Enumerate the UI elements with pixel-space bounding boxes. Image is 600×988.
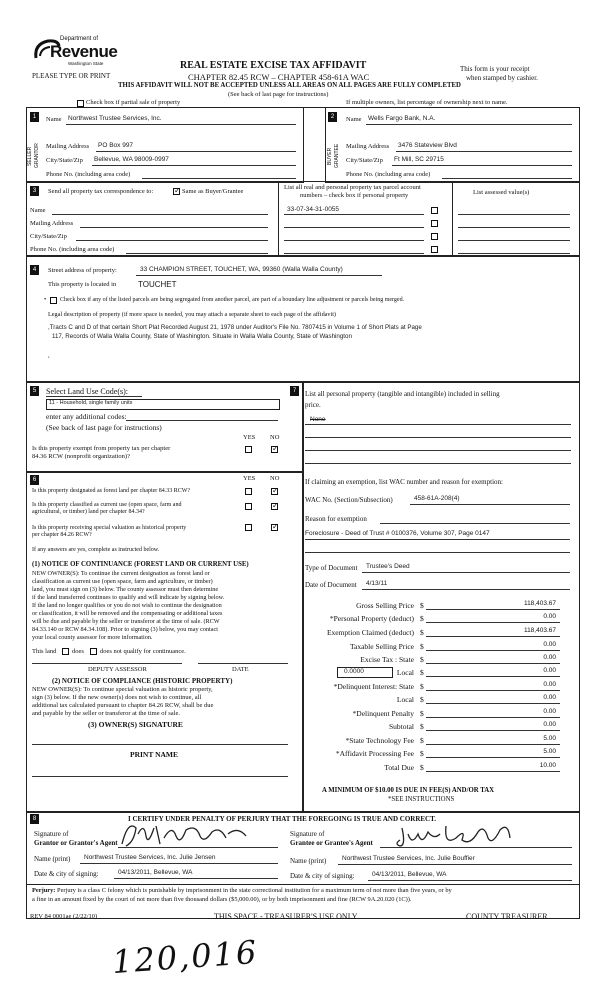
certify-statement: I CERTIFY UNDER PENALTY OF PERJURY THAT THE FOREGOING IS TRUE AND CORRECT. (128, 815, 437, 823)
grantee-name-print[interactable]: Northwest Trustee Services, Inc. Julie Bouffier (342, 855, 475, 862)
does-label: does (72, 648, 84, 655)
tax-row-label: *State Technology Fee (345, 736, 414, 745)
grantee-date-city-label: Date & city of signing: (290, 872, 355, 880)
notice-compliance-text: additional tax calculated pursuant to chapter 84.26 RCW, shall be due (32, 702, 214, 709)
receipt-line1: This form is your receipt (460, 65, 530, 73)
tax-row-label: Taxable Selling Price (349, 642, 414, 651)
parcel-4-checkbox[interactable] (431, 246, 438, 253)
legal-description-label: Legal description of property (if more space is needed, you may attach a separate sheet to each page of the affidavit) (48, 311, 336, 318)
dollar-sign: $ (420, 695, 424, 704)
buyer-city-label: City/State/Zip (346, 157, 383, 164)
grantee-sig-label-1: Signature of (290, 830, 325, 838)
yes-header-5: YES (243, 434, 256, 441)
buyer-name-label: Name (346, 116, 362, 123)
parcel-header-line2: numbers – check box if personal property (300, 192, 409, 199)
land-use-label: Select Land Use Code(s): (46, 387, 128, 396)
grantor-side-label: GRANTOR (34, 143, 40, 169)
dollar-sign: $ (420, 642, 424, 651)
perjury-line-1: Perjury: Perjury is a class C felony which is punishable by imprisonment in the state correctional institution for a maximum term of not more than five years, or by (32, 887, 452, 894)
dollar-sign: $ (420, 749, 424, 758)
personal-property-label-2: price. (305, 401, 321, 409)
this-land-label: This land (32, 648, 57, 655)
seller-side-label: SELLER (27, 146, 33, 166)
exempt-no-checkbox[interactable] (271, 446, 278, 453)
any-yes-note: If any answers are yes, complete as instructed below. (32, 547, 160, 553)
print-name-line[interactable] (32, 776, 288, 777)
dollar-sign: $ (420, 709, 424, 718)
tax-row-label: Exemption Claimed (deduct) (326, 628, 414, 637)
notice-compliance-title: (2) NOTICE OF COMPLIANCE (HISTORIC PROPERTY) (52, 677, 233, 685)
historical-question-1: Is this property receiving special valuation as historical property (32, 525, 187, 531)
parcel-2-checkbox[interactable] (431, 220, 438, 227)
partial-sale-checkbox[interactable] (77, 100, 84, 107)
notice-continuance-text: your local county assessor for more information. (32, 634, 153, 641)
grantor-sig-label-2: Grantor or Grantor's Agent (34, 839, 118, 847)
buyer-phone-label: Phone No. (including area code) (346, 171, 431, 178)
see-back-instructions: (See back of last page for instructions) (228, 91, 329, 98)
historical-yes-checkbox[interactable] (245, 524, 252, 531)
no-header-6: NO (270, 475, 280, 482)
tax-row-amount[interactable]: 118,403.67 (523, 627, 556, 634)
section-5-number: 5 (30, 386, 39, 396)
notice-continuance-text: NEW OWNER(S): To continue the current designation as forest land or (32, 570, 210, 577)
seller-city[interactable]: Bellevue, WA 98009-0997 (94, 156, 169, 163)
tax-row-label: Subtotal (388, 722, 414, 731)
corr-name-label: Name (30, 207, 46, 214)
additional-codes-label: enter any additional codes: (46, 412, 127, 421)
tax-row-amount[interactable]: 0.00 (543, 681, 556, 688)
grantee-signature-icon (392, 816, 522, 850)
parcel-number-1[interactable]: 33-07-34-31-0055 (287, 206, 340, 213)
handwritten-number: 120,016 (110, 932, 260, 982)
dollar-sign: $ (420, 668, 424, 677)
receipt-line2: when stamped by cashier. (466, 74, 538, 82)
parcel-3-checkbox[interactable] (431, 233, 438, 240)
dor-logo (32, 36, 118, 72)
notice-continuance-text: or classification, it will be removed and the compensating or additional taxes (32, 610, 223, 617)
personal-property-none[interactable]: None (310, 416, 326, 423)
dept-line1: Department of (60, 36, 99, 42)
land-use-code: 11 - Household, single family units (49, 400, 133, 406)
dollar-sign: $ (420, 722, 424, 731)
personal-property-label-1: List all personal property (tangible and intangible) included in selling (305, 390, 500, 398)
seller-city-label: City/State/Zip (46, 157, 83, 164)
rev-number: REV 84 0001ae (2/22/10) (30, 913, 98, 920)
historical-question-2: per chapter 84.26 RCW? (32, 532, 92, 538)
no-header-5: NO (270, 434, 280, 441)
tax-row-amount[interactable]: 5.00 (543, 748, 556, 755)
exempt-yes-checkbox[interactable] (245, 446, 252, 453)
tax-row-amount[interactable]: 0.00 (543, 708, 556, 715)
does-not-label: does not qualify for continuance. (100, 648, 186, 655)
owner-signature-line[interactable] (32, 744, 288, 745)
located-label: This property is located in (48, 281, 117, 288)
grantor-name-print-label: Name (print) (34, 855, 71, 863)
reason-label: Reason for exemption (305, 515, 367, 523)
deputy-assessor-label: DEPUTY ASSESSOR (88, 666, 147, 673)
section-4-number: 4 (30, 265, 39, 275)
section-7-number: 7 (290, 386, 299, 396)
seller-name-label: Name (46, 116, 62, 123)
grantor-date-city[interactable]: 04/13/2011, Bellevue, WA (118, 869, 193, 876)
seller-mail-label: Mailing Address (46, 143, 90, 150)
buyer-mail-label: Mailing Address (346, 143, 390, 150)
partial-sale-label: Check box if partial sale of property (86, 99, 181, 106)
see-back-5: (See back of last page for instructions) (46, 423, 162, 432)
notice-compliance-text: NEW OWNER(S): To continue special valuation as historic property, (32, 686, 213, 693)
tax-row-label: *Affidavit Processing Fee (335, 749, 414, 758)
notice-continuance-text: will be due and payable by the seller or transferor at the time of sale. (RCW (32, 618, 220, 625)
exempt-question-2: 84.36 RCW (nonprofit organization)? (32, 453, 130, 460)
tax-row-label: Excise Tax : State (360, 655, 414, 664)
legal-description-line1[interactable]: ,Tracts C and D of that certain Short Plat Recorded August 21, 1978 under Auditor's File No. 7807415 in Volume 1 of Short Plats at Page (48, 324, 422, 331)
tax-row-amount[interactable]: 10.00 (539, 762, 556, 769)
dollar-sign: $ (420, 628, 424, 637)
dollar-sign: $ (420, 736, 424, 745)
current-use-question-2: agricultural, or timber) land per chapter 84.34? (32, 509, 145, 515)
corr-phone-label: Phone No. (including area code) (30, 246, 115, 253)
tax-row-amount[interactable]: 0.00 (543, 641, 556, 648)
forest-no-checkbox[interactable] (271, 488, 278, 495)
section-2-number: 2 (328, 112, 337, 122)
same-as-buyer-checkbox[interactable] (173, 188, 180, 195)
notice-compliance-text: sign (3) below. If the new owner(s) does not wish to continue, all (32, 694, 202, 701)
notice-continuance-text: if the land transferred continues to qualify and will indicate by signing below. (32, 594, 225, 601)
dollar-sign: $ (420, 614, 424, 623)
local-rate: 0.0000 (344, 668, 364, 675)
section-1-number: 1 (30, 112, 39, 122)
street-address[interactable]: 33 CHAMPION STREET, TOUCHET, WA, 99360 (Walla Walla County) (140, 266, 343, 273)
form-title: REAL ESTATE EXCISE TAX AFFIDAVIT (180, 60, 367, 71)
document-date-label: Date of Document (305, 581, 357, 589)
does-checkbox[interactable] (62, 648, 69, 655)
segregated-label: Check box if any of the listed parcels are being segregated from another parcel, are part of a boundary line adjustment or parcels being merged. (60, 297, 405, 303)
exempt-question-1: Is this property exempt from property tax per chapter (32, 445, 171, 452)
grantor-date-city-label: Date & city of signing: (34, 870, 99, 878)
grantee-side-label: GRANTEE (334, 143, 340, 169)
legal-description-line2[interactable]: 117, Records of Walla Walla County, State of Washington. Situate in Walla Walla County, State of Washington (52, 333, 352, 340)
buyer-side-label: BUYER (327, 147, 333, 165)
grantor-name-print[interactable]: Northwest Trustee Services, Inc. Julie Jensen (84, 854, 216, 861)
grantee-date-city[interactable]: 04/13/2011, Bellevue, WA (372, 871, 447, 878)
seller-mail[interactable]: PO Box 997 (98, 142, 134, 149)
tax-row-amount[interactable]: 0.00 (543, 654, 556, 661)
wac-number[interactable]: 458-61A-208(4) (414, 495, 460, 502)
form-chapter: CHAPTER 82.45 RCW – CHAPTER 458-61A WAC (188, 72, 370, 82)
historical-no-checkbox[interactable] (271, 524, 278, 531)
tax-row-amount[interactable]: 5.00 (543, 735, 556, 742)
grantor-signature-icon (116, 816, 266, 852)
section-6-number: 6 (30, 475, 39, 485)
seller-name[interactable]: Northwest Trustee Services, Inc. (68, 115, 162, 122)
tax-row-amount[interactable]: 0.00 (543, 694, 556, 701)
section-8-number: 8 (30, 814, 39, 824)
treasurer-space-label: THIS SPACE - TREASURER'S USE ONLY (214, 912, 358, 921)
form-notice: THIS AFFIDAVIT WILL NOT BE ACCEPTED UNLESS ALL AREAS ON ALL PAGES ARE FULLY COMPLETED (118, 82, 461, 89)
exemption-reason[interactable]: Foreclosure - Deed of Trust # 0100376, Volume 307, Page 0147 (305, 530, 490, 537)
current-use-no-checkbox[interactable] (271, 503, 278, 510)
current-use-yes-checkbox[interactable] (245, 503, 252, 510)
dollar-sign: $ (420, 763, 424, 772)
does-not-checkbox[interactable] (90, 648, 97, 655)
local-rate-field[interactable] (337, 667, 393, 678)
print-name-label: PRINT NAME (130, 750, 178, 759)
segregated-checkbox[interactable] (50, 297, 57, 304)
tax-row-amount[interactable]: 0.00 (543, 721, 556, 728)
section-6-box (26, 471, 304, 813)
parcel-header-line1: List all real and personal property tax parcel account (284, 184, 421, 191)
document-type[interactable]: Trustee's Deed (366, 563, 410, 570)
corr-city-label: City/State/Zip (30, 233, 67, 240)
tax-row-amount[interactable]: 0.00 (543, 613, 556, 620)
dollar-sign: $ (420, 682, 424, 691)
dollar-sign: $ (420, 601, 424, 610)
buyer-city[interactable]: Ft Mill, SC 29715 (394, 156, 444, 163)
see-instructions: *SEE INSTRUCTIONS (388, 796, 455, 803)
date-label: DATE (232, 666, 249, 673)
forest-land-question: Is this property designated as forest land per chapter 84.33 RCW? (32, 488, 191, 494)
dept-line2: Revenue (50, 42, 118, 61)
assessed-header: List assessed value(s) (473, 189, 530, 196)
dollar-sign: $ (420, 655, 424, 664)
tax-row-label: *Delinquent Penalty (352, 709, 414, 718)
same-as-buyer-label: Same as Buyer/Grantee (182, 188, 244, 195)
tax-row-label: *Personal Property (deduct) (329, 614, 414, 623)
tax-row-label: Gross Selling Price (356, 601, 414, 610)
section-3-number: 3 (30, 186, 39, 196)
please-type-print: PLEASE TYPE OR PRINT (32, 72, 111, 80)
forest-yes-checkbox[interactable] (245, 488, 252, 495)
grantee-name-print-label: Name (print) (290, 857, 327, 865)
corr-mail-label: Mailing Address (30, 220, 74, 227)
notice-continuance-text: 84.33.140 or RCW 84.34.108). Prior to signing (3) below, you may contact (32, 626, 218, 633)
land-use-select[interactable] (46, 399, 280, 410)
grantor-sig-label-1: Signature of (34, 830, 69, 838)
minimum-due-note: A MINIMUM OF $10.00 IS DUE IN FEE(S) AND/OR TAX (322, 787, 495, 794)
tax-row-label: Local (396, 695, 414, 704)
buyer-mail[interactable]: 3476 Stateview Blvd (398, 142, 457, 149)
notice-compliance-text: and payable by the seller or transferor at the time of sale. (32, 710, 180, 717)
tax-row-label: *Delinquent Interest: State (333, 682, 414, 691)
street-label: Street address of property: (48, 267, 117, 274)
parcel-1-checkbox[interactable] (431, 207, 438, 214)
document-type-label: Type of Document (305, 564, 358, 572)
document-date[interactable]: 4/13/11 (366, 580, 388, 587)
tax-row-amount[interactable]: 118,403.67 (523, 600, 556, 607)
notice-continuance-text: classification as current use (open space, farm and agriculture, or timber) (32, 578, 213, 585)
claim-exemption-label: If claiming an exemption, list WAC number and reason for exemption: (305, 478, 503, 486)
yes-header-6: YES (243, 475, 256, 482)
county-treasurer-label: COUNTY TREASURER (466, 912, 548, 921)
buyer-name[interactable]: Wells Fargo Bank, N.A. (368, 115, 436, 122)
located-value[interactable]: TOUCHET (138, 280, 177, 289)
current-use-question-1: Is this property classified as current use (open space, farm and (32, 502, 182, 508)
notice-continuance-text: land, you must sign on (3) below. The county assessor must then determine (32, 586, 219, 593)
dept-line3: Washington State (68, 61, 104, 66)
tax-row-label: Total Due (384, 763, 414, 772)
perjury-line-2: a fine in an amount fixed by the court of not more than five thousand dollars ($5,000.00), or by both imprisonment and fine (RCW 9A.20.020 (1C)). (32, 896, 412, 903)
notice-continuance-text: If the land no longer qualifies or you do not wish to continue the designation (32, 602, 222, 609)
tax-row-label: Local (396, 668, 414, 677)
owner-signature-label: (3) OWNER(S) SIGNATURE (88, 720, 183, 729)
send-correspondence-label: Send all property tax correspondence to: (48, 188, 154, 195)
tax-row-amount[interactable]: 0.00 (543, 667, 556, 674)
multiple-owners-note: If multiple owners, list percentage of ownership next to name. (346, 99, 508, 106)
wac-label: WAC No. (Section/Subsection) (305, 496, 393, 504)
grantee-sig-label-2: Grantee or Grantee's Agent (290, 839, 373, 847)
seller-phone-label: Phone No. (including area code) (46, 171, 131, 178)
notice-continuance-title: (1) NOTICE OF CONTINUANCE (FOREST LAND OR CURRENT USE) (32, 561, 249, 568)
